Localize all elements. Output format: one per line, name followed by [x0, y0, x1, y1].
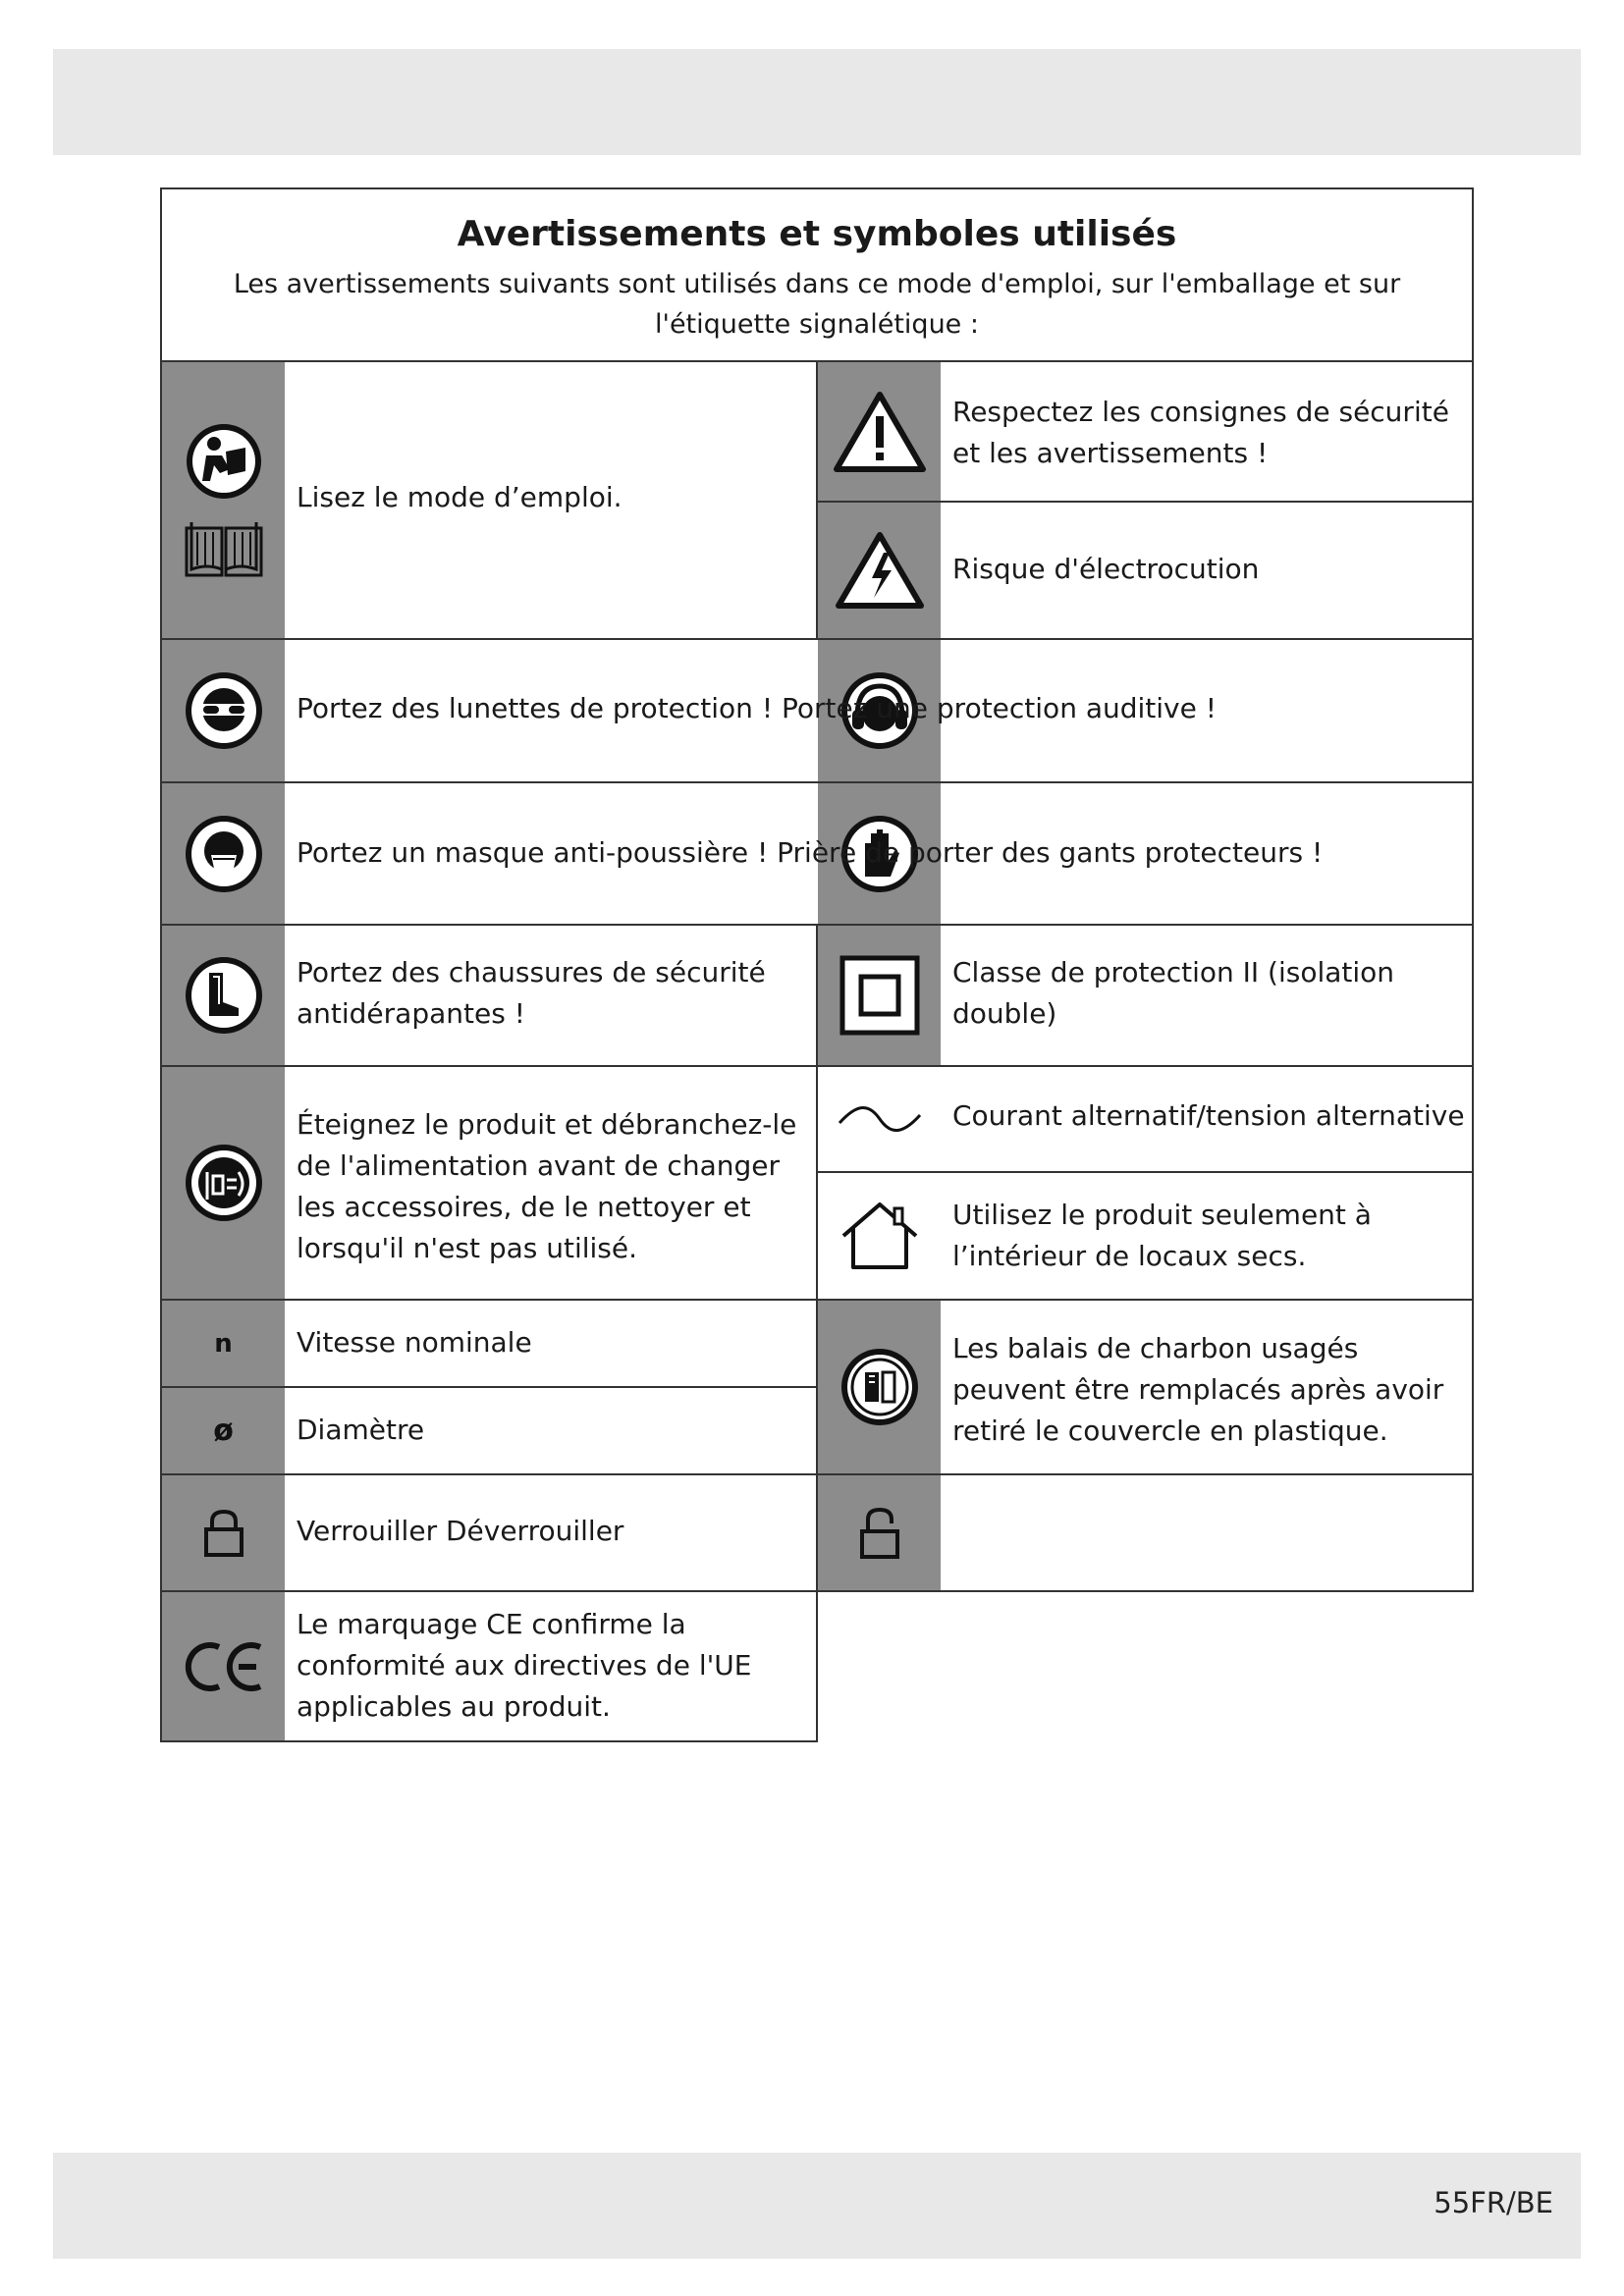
ac-icon-cell	[818, 1067, 941, 1171]
diameter-symbol: ø	[162, 1388, 285, 1473]
carbon-brush-icon	[839, 1347, 920, 1427]
page-title: Avertissements et symboles utilisés	[457, 214, 1177, 254]
unlock-icon	[858, 1506, 901, 1561]
house-icon	[839, 1201, 920, 1271]
unlock-icon-cell	[818, 1475, 941, 1590]
safety-warning-icon-cell	[818, 362, 941, 501]
nominal-speed-text: Vitesse nominale	[297, 1326, 532, 1359]
read-manual-text: Lisez le mode d’emploi.	[297, 481, 623, 513]
unplug-text: Éteignez le produit et débranchez-le de l'alimentation avant de changer les accessoires, de le nettoyer et lorsqu'il n'est pas utilisé.	[297, 1108, 797, 1264]
unplug-icon-cell	[162, 1067, 285, 1299]
row-eye-ear	[160, 638, 1474, 783]
read-manual-icons	[162, 362, 285, 638]
electrocution-icon-cell	[818, 503, 941, 638]
safety-boots-icon	[184, 955, 264, 1036]
safety-warnings-text: Respectez les consignes de sécurité et les avertissements !	[952, 396, 1449, 469]
eye-ear-protection-text: Portez des lunettes de protection ! Portez une protection auditive !	[297, 692, 1217, 724]
table-header	[160, 187, 1474, 362]
footer-band	[53, 2153, 1581, 2259]
protection-class-text: Classe de protection II (isolation double)	[952, 956, 1395, 1030]
electrocution-text: Risque d'électrocution	[952, 553, 1260, 585]
row-mask-gloves	[160, 781, 1474, 926]
safety-goggles-icon	[184, 670, 264, 751]
row-safety-warnings	[816, 360, 1474, 503]
row-read-manual	[160, 360, 818, 640]
lock-unlock-text: Verrouiller Déverrouiller	[297, 1515, 624, 1547]
row-electrocution	[816, 501, 1474, 640]
safety-shoes-text: Portez des chaussures de sécurité antidérapantes !	[297, 956, 766, 1030]
carbon-brushes-icon-cell	[818, 1301, 941, 1473]
electric-shock-icon	[835, 531, 925, 610]
protection-class-icon-cell	[818, 926, 941, 1065]
ce-mark-text: Le marquage CE confirme la conformité aux directives de l'UE applicables au produit.	[297, 1608, 752, 1723]
indoor-icon-cell	[818, 1173, 941, 1299]
page-number: 55FR/BE	[1434, 2186, 1553, 2219]
dust-mask-icon	[184, 814, 264, 894]
indoor-use-text: Utilisez le produit seulement à l’intérieur de locaux secs.	[952, 1199, 1372, 1272]
eye-protection-icon-cell	[162, 640, 285, 781]
row-ce-mark	[160, 1590, 818, 1742]
warning-triangle-icon	[833, 391, 927, 473]
symbols-table	[160, 187, 1474, 1742]
read-manual-icon	[185, 422, 263, 501]
alternating-current-icon	[836, 1099, 924, 1139]
double-insulation-icon	[839, 955, 920, 1036]
lock-row-divider	[816, 1475, 818, 1590]
lock-icon	[202, 1508, 245, 1559]
mask-gloves-text: Portez un masque anti-poussière ! Prière de porter des gants protecteurs !	[297, 836, 1324, 869]
row-safety-shoes	[160, 924, 818, 1067]
ce-icon-cell	[162, 1592, 285, 1740]
row-alternating-current	[816, 1065, 1474, 1173]
row-unplug	[160, 1065, 818, 1301]
row-lock-unlock	[160, 1473, 1474, 1592]
top-band	[53, 49, 1581, 155]
unplug-icon	[184, 1143, 264, 1223]
row-protection-class	[816, 924, 1474, 1067]
header-subtitle: Les avertissements suivants sont utilisés dans ce mode d'emploi, sur l'emballage et sur l'étiquette signalétique :	[233, 269, 1401, 340]
book-icon	[184, 518, 264, 579]
row-diameter	[160, 1386, 818, 1475]
row-indoor-use	[816, 1171, 1474, 1301]
nominal-speed-symbol: n	[162, 1301, 285, 1386]
safety-shoes-icon-cell	[162, 926, 285, 1065]
diameter-text: Diamètre	[297, 1414, 425, 1446]
carbon-brushes-text: Les balais de charbon usagés peuvent être remplacés après avoir retiré le couvercle en plastique.	[952, 1332, 1444, 1447]
mask-icon-cell	[162, 783, 285, 924]
alternating-current-text: Courant alternatif/tension alternative	[952, 1099, 1465, 1132]
row-carbon-brushes	[816, 1299, 1474, 1475]
row-nominal-speed	[160, 1299, 818, 1388]
lock-icon-cell	[162, 1475, 285, 1590]
ce-mark-icon	[184, 1639, 264, 1694]
